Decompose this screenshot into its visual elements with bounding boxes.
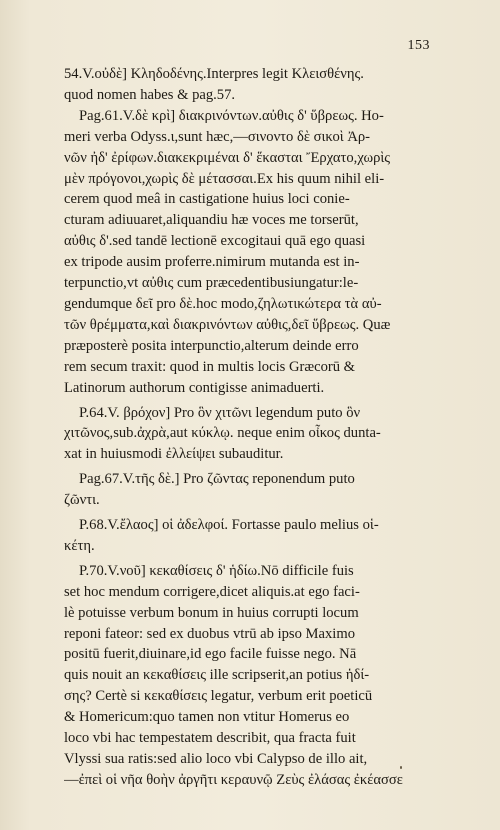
text-line: reponi fateor: sed ex duobus vtrū ab ipso Maximo [64,625,356,642]
text-line: rem secum traxit: quod in multis locis Græcorū & [64,358,356,375]
text-line: σης? Certè si κεκαθίσεις legatur, verbum erit poeticū [64,688,373,705]
text-line: —ἐπεὶ οἱ νῆα θοὴν ἀργῆτι κεραυνῷ Ζεὺς ἐλάσας ἐκέασσε [64,771,403,788]
text-line: cerem quod meâ in castigatione huius loci conie- [64,191,350,208]
text-line: Pag.67.V.τῆς δὲ.] Pro ζῶντας reponendum puto [79,471,355,488]
text-line: meri verba Odyss.ι,sunt hæc,—σινοντο δὲ σικοὶ Ἀρ- [64,128,371,145]
text-line: positū fuerit,diuinare,id ego facile fuisse nego. Nā [64,646,357,663]
text-line: αὐθις δ'.sed tandē lectionē excogitaui quā ego quasi [64,233,366,250]
text-line: terpunctio,vt αὐθις cum præcedentibusiungatur:le- [64,275,359,292]
text-line: P.68.V.ἔλαος] οἱ ἀδελφοί. Fortasse paulo melius οἱ- [79,517,379,534]
text-line: νῶν ἠδ' ἐρίφων.διακεκριμέναι δ' ἕκασται Ἔρχατο,χωρὶς [64,149,391,166]
text-line: Vlyssi sua ratis:sed alio loco vbi Calypso de illo ait, [64,751,368,767]
text-line: lè potuisse verbum bonum in huius corrupti locum [64,604,359,621]
text-line: quis nouit an κεκαθίσεις ille scripserit,an potius ἡδί- [64,667,370,684]
text-line: μὲν πρόγονοι,χωρὶς δὲ μέτασσαι.Ex his quum nihil eli- [64,170,385,187]
page-number: 153 [407,38,430,53]
text-line: κέτη. [64,537,95,554]
text-line: χιτῶνος,sub.ἀχρὰ,aut κύκλῳ. neque enim οἶκος dunta- [64,425,381,442]
text-line: ζῶντι. [64,492,100,509]
ink-speck [400,766,402,769]
text-line: præposterè posita interpunctio,alterum deinde erro [64,337,359,354]
text-line: cturam adiuuaret,aliquandiu hæ voces me torserūt, [64,212,359,229]
text-line: ex tripode ausim proferre.nimirum mutanda est in- [64,254,360,271]
text-line: Latinorum authorum contigisse animaduerti. [64,379,325,396]
text-line: quod nomen habes & pag.57. [64,86,236,103]
text-line: Pag.61.V.δὲ κρὶ] διακρινόντων.αὐθις δ' ὕβρεως. Ho- [79,107,384,124]
text-line: xat in huiusmodi ἐλλείψει subauditur. [64,446,284,463]
text-line: P.64.V. βρόχον] Pro ὃν χιτῶνι legendum puto ὃν [79,404,361,421]
text-line: set hoc mendum corrigere,dicet aliquis.at ego faci- [64,583,360,600]
text-line: loco vbi hac tempestatem describit, qua fracta fuit [64,730,356,747]
text-body [64,64,436,791]
text-line: P.70.V.νοῦ] κεκαθίσεις δ' ἡδίω.Nō difficile fuis [79,562,354,579]
text-line: 54.V.οὐδὲ] Κληδοδένης.Interpres legit Κλεισθένης. [64,66,364,82]
text-line: τῶν θρέμματα,καὶ διακρινόντων αὐθις,δεῖ ὕβρεως. Quæ [64,316,391,333]
text-line: gendumque δεῖ pro δὲ.hoc modo,ζηλωτικώτερα τὰ αὐ- [64,295,382,312]
text-line: & Homericum:quo tamen non vtitur Homerus eo [64,709,350,726]
